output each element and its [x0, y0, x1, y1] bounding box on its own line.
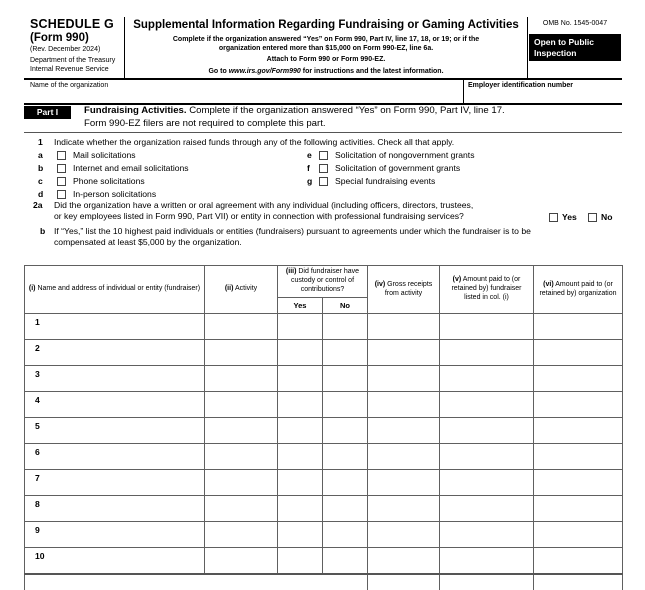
- form-instruction-3: Go to www.irs.gov/Form990 for instructions and the latest information.: [208, 67, 444, 75]
- cell-activity[interactable]: [205, 314, 278, 340]
- omb-number: OMB No. 1545-0047: [542, 20, 608, 27]
- cell-custody-no[interactable]: [323, 392, 368, 418]
- cell-custody-yes[interactable]: [278, 522, 323, 548]
- row-number: 9: [35, 525, 40, 535]
- form-instruction-2: Attach to Form 990 or Form 990-EZ.: [266, 56, 386, 64]
- line1-text: Indicate whether the organization raised funds through any of the following activities. Check all that apply.: [54, 137, 455, 147]
- row-number: 7: [35, 473, 40, 483]
- cell-amount-organization[interactable]: [534, 444, 623, 470]
- cell-gross-receipts[interactable]: [368, 548, 440, 574]
- activity-label: Mail solicitations: [73, 150, 136, 160]
- activity-label: Solicitation of nongovernment grants: [335, 150, 475, 160]
- cell-custody-no[interactable]: [323, 366, 368, 392]
- ein-label: Employer identification number: [468, 82, 574, 89]
- cell-amount-organization[interactable]: [534, 470, 623, 496]
- activity-label: Internet and email solicitations: [73, 163, 189, 173]
- line2b-text: If “Yes,” list the 10 highest paid individuals or entities (fundraisers) pursuant to agreements under which the fundraiser is to be compensated at least $5,000 by the organization.: [54, 226, 531, 248]
- checkbox-in-person-solicitations[interactable]: [57, 190, 66, 199]
- col-header-activity: (ii) Activity: [205, 266, 278, 314]
- table-row: [25, 392, 623, 418]
- revision-date: (Rev. December 2024): [30, 46, 101, 53]
- cell-activity[interactable]: [205, 548, 278, 574]
- department-line2: Internal Revenue Service: [30, 66, 109, 74]
- table-row: [25, 418, 623, 444]
- cell-amount-organization[interactable]: [534, 522, 623, 548]
- activity-row-g: [307, 176, 587, 188]
- total-gross-receipts[interactable]: [368, 574, 440, 590]
- cell-amount-fundraiser[interactable]: [440, 548, 534, 574]
- cell-custody-yes[interactable]: [278, 392, 323, 418]
- cell-amount-fundraiser[interactable]: [440, 496, 534, 522]
- checkbox-phone-solicitations[interactable]: [57, 177, 66, 186]
- total-amount-fundraiser[interactable]: [440, 574, 534, 590]
- activity-row-c: [38, 176, 298, 188]
- cell-name-address[interactable]: [25, 340, 205, 366]
- activity-row-b: [38, 163, 298, 175]
- activity-row-e: [307, 150, 587, 162]
- form-id-block: [30, 17, 123, 74]
- cell-amount-fundraiser[interactable]: [440, 392, 534, 418]
- cell-name-address[interactable]: [25, 366, 205, 392]
- cell-amount-organization[interactable]: [534, 392, 623, 418]
- cell-amount-fundraiser[interactable]: [440, 314, 534, 340]
- cell-custody-yes[interactable]: [278, 548, 323, 574]
- col-header-gross-receipts: (iv) Gross receipts from activity: [368, 266, 440, 314]
- activity-letter: a: [38, 150, 43, 160]
- part1-heading: [84, 105, 619, 131]
- cell-name-address[interactable]: [25, 522, 205, 548]
- cell-custody-yes[interactable]: [278, 340, 323, 366]
- total-label-cell: [25, 574, 368, 590]
- cell-custody-no[interactable]: [323, 470, 368, 496]
- line2a-number: 2a: [33, 200, 43, 210]
- header-divider-right: [527, 17, 528, 78]
- activity-row-f: [307, 163, 587, 175]
- table-row: [25, 470, 623, 496]
- cell-activity[interactable]: [205, 340, 278, 366]
- cell-activity[interactable]: [205, 418, 278, 444]
- row-number: 6: [35, 447, 40, 457]
- table-row: [25, 522, 623, 548]
- checkbox-government-grants[interactable]: [319, 164, 328, 173]
- activity-letter: c: [38, 176, 43, 186]
- cell-custody-yes[interactable]: [278, 418, 323, 444]
- no-subheader: No: [323, 298, 368, 314]
- cell-amount-fundraiser[interactable]: [440, 470, 534, 496]
- schedule-title: SCHEDULE G: [30, 17, 114, 31]
- cell-gross-receipts[interactable]: [368, 314, 440, 340]
- department-label: [30, 56, 123, 74]
- cell-custody-no[interactable]: [323, 340, 368, 366]
- checkbox-special-fundraising-events[interactable]: [319, 177, 328, 186]
- form-instruction-1: Complete if the organization answered “Yes” on Form 990, Part IV, line 17, 18, or 19; or if the organization entered more than $15,000 on Form 990-EZ, line 6a.: [172, 36, 480, 53]
- org-name-label: Name of the organization: [30, 82, 109, 89]
- cell-custody-no[interactable]: [323, 496, 368, 522]
- cell-custody-yes[interactable]: [278, 366, 323, 392]
- cell-amount-organization[interactable]: [534, 548, 623, 574]
- cell-name-address[interactable]: [25, 470, 205, 496]
- col-header-name-address: (i) Name and address of individual or entity (fundraiser): [25, 266, 205, 314]
- checkbox-internet-email-solicitations[interactable]: [57, 164, 66, 173]
- irs-url: www.irs.gov/Form990: [228, 67, 301, 75]
- cell-custody-yes[interactable]: [278, 444, 323, 470]
- table-row: [25, 340, 623, 366]
- cell-custody-yes[interactable]: [278, 496, 323, 522]
- ein-field[interactable]: [468, 91, 618, 102]
- header-divider-left: [124, 17, 125, 78]
- cell-name-address[interactable]: [25, 392, 205, 418]
- cell-name-address[interactable]: [25, 444, 205, 470]
- cell-amount-organization[interactable]: [534, 340, 623, 366]
- activity-letter: e: [307, 150, 312, 160]
- cell-name-address[interactable]: [25, 548, 205, 574]
- open-to-public-badge: Open to Public Inspection: [529, 34, 621, 61]
- cell-custody-no[interactable]: [323, 522, 368, 548]
- form-title: Supplemental Information Regarding Fundraising or Gaming Activities: [133, 19, 519, 31]
- department-line1: Department of the Treasury: [30, 57, 116, 64]
- row-number: 10: [35, 551, 45, 561]
- checkbox-nongovernment-grants[interactable]: [319, 151, 328, 160]
- checkbox-2a-yes[interactable]: [549, 213, 558, 222]
- total-row: [25, 574, 623, 590]
- part1-badge: Part I: [24, 106, 71, 119]
- cell-gross-receipts[interactable]: [368, 522, 440, 548]
- activity-label: Solicitation of government grants: [335, 163, 461, 173]
- activity-letter: g: [307, 176, 313, 186]
- form-number: (Form 990): [30, 32, 89, 44]
- row-number: 2: [35, 343, 40, 353]
- checkbox-mail-solicitations[interactable]: [57, 151, 66, 160]
- omb-block: [529, 20, 621, 61]
- row-number: 8: [35, 499, 40, 509]
- cell-name-address[interactable]: [25, 418, 205, 444]
- cell-amount-fundraiser[interactable]: [440, 444, 534, 470]
- cell-custody-no[interactable]: [323, 444, 368, 470]
- cell-gross-receipts[interactable]: [368, 496, 440, 522]
- table-row: [25, 496, 623, 522]
- line1-number: 1: [38, 137, 43, 147]
- line2b-number: b: [40, 226, 46, 236]
- activity-label: In-person solicitations: [73, 189, 157, 199]
- part1-heading-line2: Form 990-EZ filers are not required to complete this part.: [84, 117, 326, 129]
- cell-custody-no[interactable]: [323, 548, 368, 574]
- cell-amount-fundraiser[interactable]: [440, 366, 534, 392]
- table-row: [25, 366, 623, 392]
- activity-label: Special fundraising events: [335, 176, 436, 186]
- row-number: 5: [35, 421, 40, 431]
- form-title-block: [128, 19, 524, 76]
- cell-amount-organization[interactable]: [534, 366, 623, 392]
- row-number: 1: [35, 317, 40, 327]
- cell-custody-no[interactable]: [323, 314, 368, 340]
- cell-amount-fundraiser[interactable]: [440, 522, 534, 548]
- table-row: [25, 444, 623, 470]
- cell-custody-yes[interactable]: [278, 470, 323, 496]
- cell-gross-receipts[interactable]: [368, 392, 440, 418]
- activity-letter: f: [307, 163, 310, 173]
- cell-activity[interactable]: [205, 444, 278, 470]
- row-number: 4: [35, 395, 40, 405]
- table-row: [25, 314, 623, 340]
- col-header-amount-organization: (vi) Amount paid to (or retained by) organization: [534, 266, 623, 314]
- cell-gross-receipts[interactable]: [368, 418, 440, 444]
- cell-gross-receipts[interactable]: [368, 366, 440, 392]
- col-header-amount-fundraiser: (v) Amount paid to (or retained by) fundraiser listed in col. (i): [440, 266, 534, 314]
- part1-rule: [24, 132, 622, 133]
- total-amount-organization[interactable]: [534, 574, 623, 590]
- cell-amount-organization[interactable]: [534, 314, 623, 340]
- part1-heading-rest: Complete if the organization answered “Yes” on Form 990, Part IV, line 17.: [186, 105, 505, 116]
- cell-custody-no[interactable]: [323, 418, 368, 444]
- activity-letter: d: [38, 189, 44, 199]
- name-ein-divider: [463, 80, 464, 103]
- checkbox-2a-no[interactable]: [588, 213, 597, 222]
- cell-name-address[interactable]: [25, 496, 205, 522]
- cell-activity[interactable]: [205, 392, 278, 418]
- yes-label: Yes: [562, 212, 577, 222]
- cell-amount-fundraiser[interactable]: [440, 340, 534, 366]
- activity-letter: b: [38, 163, 44, 173]
- cell-amount-organization[interactable]: [534, 418, 623, 444]
- row-number: 3: [35, 369, 40, 379]
- cell-amount-fundraiser[interactable]: [440, 418, 534, 444]
- cell-gross-receipts[interactable]: [368, 340, 440, 366]
- cell-activity[interactable]: [205, 522, 278, 548]
- col-header-custody: (iii) Did fundraiser have custody or control of contributions?: [278, 266, 368, 298]
- org-name-field[interactable]: [30, 91, 455, 102]
- table-header-row: [25, 266, 623, 298]
- cell-activity[interactable]: [205, 496, 278, 522]
- cell-activity[interactable]: [205, 470, 278, 496]
- line2a-text: Did the organization have a written or oral agreement with any individual (including officers, directors, trustees, or key employees listed in Form 990, Part VII) or entity in connection with professional fundraising services?: [54, 200, 474, 222]
- cell-gross-receipts[interactable]: [368, 444, 440, 470]
- fundraiser-table: [24, 265, 623, 590]
- cell-amount-organization[interactable]: [534, 496, 623, 522]
- activity-row-a: [38, 150, 298, 162]
- cell-custody-yes[interactable]: [278, 314, 323, 340]
- part1-heading-bold: Fundraising Activities.: [84, 105, 187, 116]
- table-row: [25, 548, 623, 574]
- header-rule: [24, 78, 622, 80]
- cell-gross-receipts[interactable]: [368, 470, 440, 496]
- activity-label: Phone solicitations: [73, 176, 145, 186]
- yes-subheader: Yes: [278, 298, 323, 314]
- cell-activity[interactable]: [205, 366, 278, 392]
- no-label: No: [601, 212, 613, 222]
- cell-name-address[interactable]: [25, 314, 205, 340]
